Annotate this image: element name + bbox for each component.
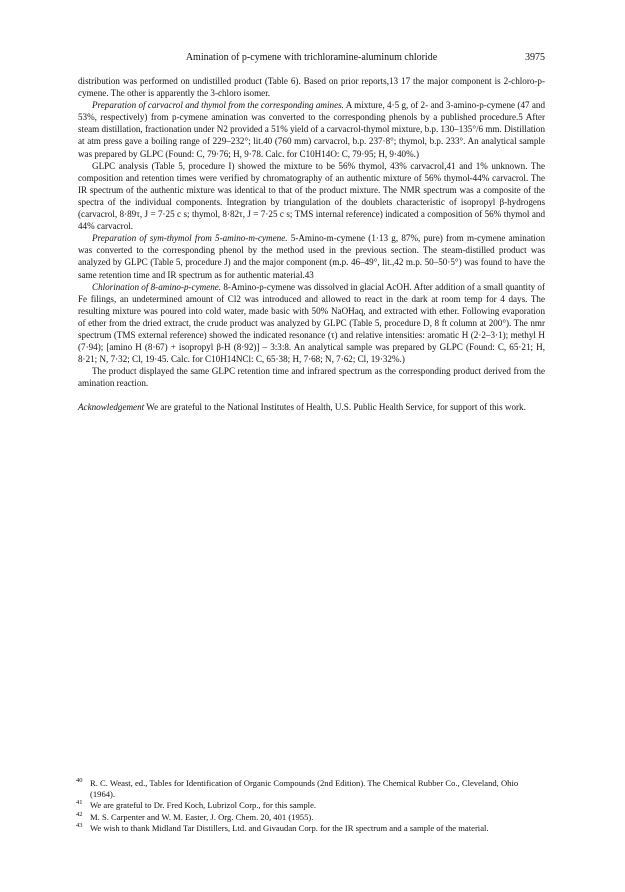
- footnote: [78, 823, 545, 834]
- paragraph-sym-thymol: [78, 232, 545, 280]
- footnote-text: R. C. Weast, ed., Tables for Identification of Organic Compounds (2nd Edition). The Chemical Rubber Co., Cleveland, Ohio (1964).: [90, 778, 519, 800]
- footnote-mark: 43: [76, 821, 83, 829]
- paragraph-text: A mixture, 4·5 g, of 2- and 3-amino-p-cymene (47 and 53%, respectively) from p-cymene amination was converted to the corresponding phenols by a published procedure.5 After steam distillation, fractionation under N2 provided a 51% yield of a carvacrol-thymol mixture, b.p. 130–135°/6 mm. Distillation at atm press gave a boiling range of 229–232°; lit.40 (760 mm) carvacrol, b.p. 237·8°; thymol, b.p. 233°. An analytical sample was prepared by GLPC (Found: C, 79·76; H, 9·78. Calc. for C10H14O: C, 79·95; H, 9·40%.): [78, 100, 546, 159]
- footnote: [78, 800, 545, 811]
- paragraph-text: The product displayed the same GLPC retention time and infrared spectrum as the corresponding product derived from the amination reaction.: [78, 366, 545, 389]
- paragraph-glpc-analysis: [78, 160, 545, 233]
- running-title: Amination of p-cymene with trichloramine-aluminum chloride: [185, 52, 438, 63]
- paragraph-continuation: [78, 75, 545, 99]
- footnote-text: M. S. Carpenter and W. M. Easter, J. Org. Chem. 20, 401 (1955).: [90, 811, 314, 822]
- footnote: [78, 812, 545, 823]
- acknowledgement-heading: Acknowledgement: [78, 402, 145, 413]
- acknowledgement: [78, 401, 545, 413]
- footnote-mark: 42: [76, 810, 83, 818]
- section-runin-heading: Preparation of carvacrol and thymol from the corresponding amines.: [92, 100, 344, 111]
- paragraph-carvacrol-thymol: [78, 99, 545, 159]
- footnote-text: We are grateful to Dr. Fred Koch, Lubrizol Corp., for this sample.: [90, 800, 317, 811]
- paragraph-text: 5-Amino-m-cymene (1·13 g, 87%, pure) from m-cymene amination was converted to the corresponding phenol by the method used in the previous section. The steam-distilled product was analyzed by GLPC (Table 5, procedure J) and the major component (m.p. 46–49°, lit.,42 m.p. 50–50·5°) was found to have the same retention time and IR spectrum as for authentic material.43: [78, 233, 546, 280]
- section-runin-heading: Preparation of sym-thymol from 5-amino-m-cymene.: [92, 233, 288, 244]
- paragraph-text: GLPC analysis (Table 5, procedure I) showed the mixture to be 56% thymol, 43% carvacrol,41 and 1% unknown. The composition and retention times were verified by chromatography of an authentic mixture of 56% thymol-44% carvacrol. The IR spectrum of the authentic mixture was identical to that of the product mixture. The NMR spectrum was a composite of the spectra of the individual components. Integration by triangulation of the doublets characteristic of isopropyl β-hydrogens (carvacrol, 8·89τ, J = 7·25 c s; thymol, 8·82τ, J = 7·25 c s; TMS internal reference) indicated a composition of 56% thymol and 44% carvacrol.: [78, 160, 545, 232]
- article-body: [78, 75, 545, 414]
- paragraph-product-comparison: [78, 365, 545, 389]
- footnote-text: We wish to thank Midland Tar Distillers, Ltd. and Givaudan Corp. for the IR spectrum and a sample of the material.: [90, 822, 489, 833]
- running-head: [78, 52, 545, 66]
- paragraph-chlorination: [78, 281, 545, 366]
- footnotes: [78, 778, 545, 834]
- paragraph-text: 8-Amino-p-cymene was dissolved in glacial AcOH. After addition of a small quantity of Fe filings, an undetermined amount of Cl2 was introduced and allowed to react in the dark at room temp for 4 days. The resulting mixture was poured into cold water, made basic with 50% NaOHaq, and extracted with ether. Following evaporation of ether from the dried extract, the crude product was analyzed by GLPC (Table 5, procedure D, 8 ft column at 200°). The nmr spectrum (TMS external reference) showed the indicated resonance (τ) and relative intensities: aromatic H (2·2–3·1); methyl H (7·94); [amino H (8·67) + isopropyl β-H (8·92)] – 3:3:8. An analytical sample was prepared by GLPC (Found: C, 65·21; H, 8·21; N, 7·32; Cl, 19·45. Calc. for C10H14NCl: C, 65·38; H, 7·68; N, 7·62; Cl, 19·32%.): [78, 281, 546, 365]
- footnote-mark: 41: [76, 799, 83, 807]
- footnote-mark: 40: [76, 777, 83, 784]
- footnote: [78, 778, 545, 800]
- paragraph-text: distribution was performed on undistilled product (Table 6). Based on prior reports,13 17 the major component is 2-chloro-p-cymene. The other is apparently the 3-chloro isomer.: [78, 76, 545, 99]
- section-runin-heading: Chlorination of 8-amino-p-cymene.: [92, 281, 222, 292]
- page-number: 3975: [525, 52, 545, 63]
- acknowledgement-text: We are grateful to the National Institutes of Health, U.S. Public Health Service, for support of this work.: [144, 402, 526, 413]
